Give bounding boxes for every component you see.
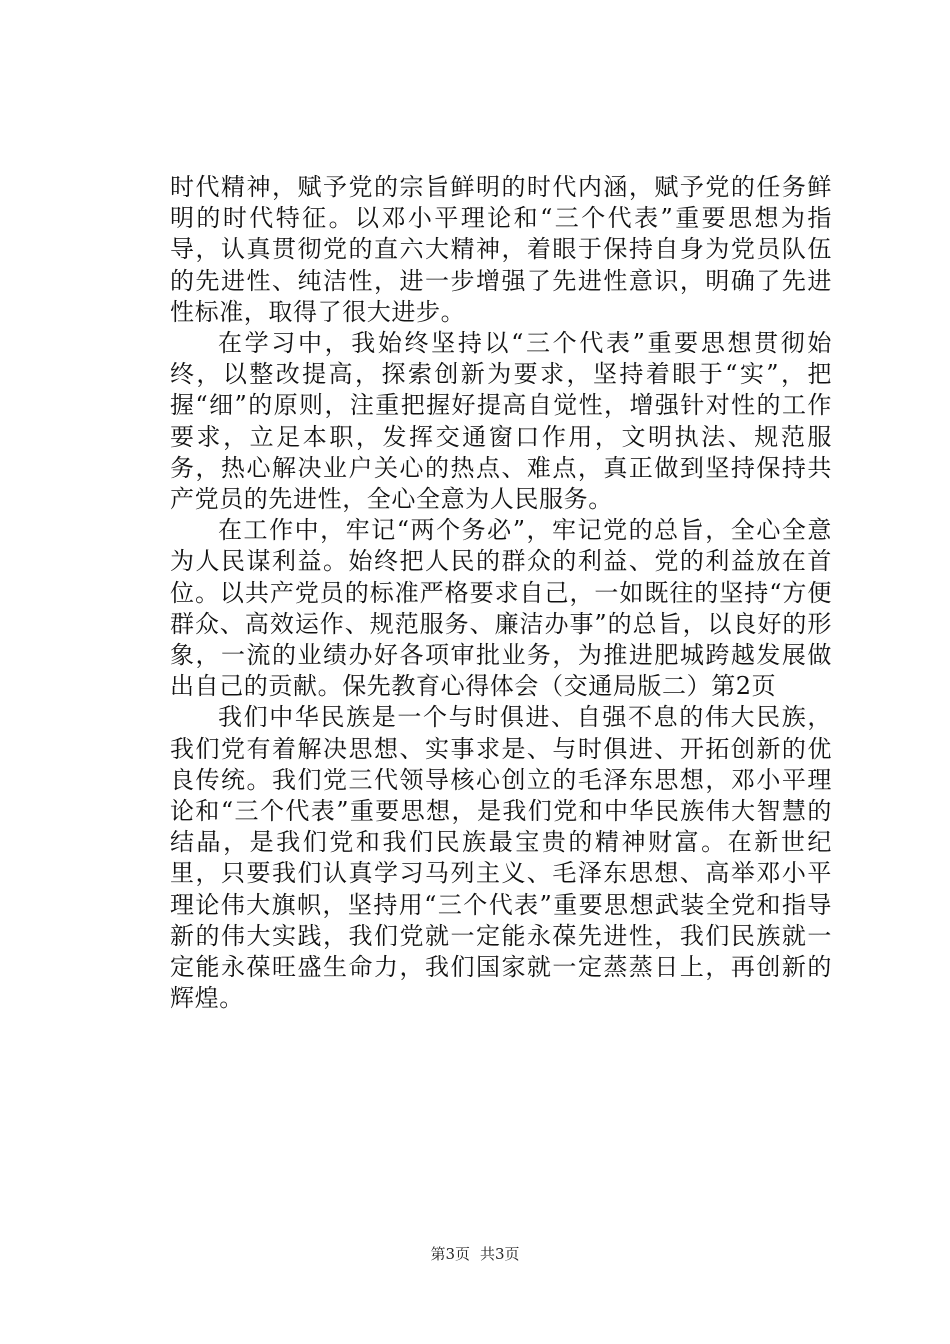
- document-body: [170, 172, 832, 1014]
- paragraph-1: 时代精神，赋予党的宗旨鲜明的时代内涵，赋予党的任务鲜明的时代特征。以邓小平理论和“三个代表”重要思想为指导，认真贯彻党的直六大精神，着眼于保持自身为党员队伍的先进性、纯洁性，进一步增强了先进性意识，明确了先进性标准，取得了很大进步。: [170, 173, 832, 326]
- paragraph-2: 在学习中，我始终坚持以“三个代表”重要思想贯彻始终，以整改提高，探索创新为要求，坚持着眼于“实”，把握“细”的原则，注重把握好提高自觉性，增强针对性的工作要求，立足本职，发挥交通窗口作用，文明执法、规范服务，热心解决业户关心的热点、难点，真正做到坚持保持共产党员的先进性，全心全意为人民服务。: [170, 329, 832, 514]
- paragraph-3: 在工作中，牢记“两个务必”，牢记党的总旨，全心全意为人民谋利益。始终把人民的群众的利益、党的利益放在首位。以共产党员的标准严格要求自己，一如既往的坚持“方便群众、高效运作、规范服务、廉洁办事”的总旨，以良好的形象，一流的业绩办好各项审批业务，为推进肥城跨越发展做出自己的贡献。保先教育心得体会（交通局版二）第2页: [170, 516, 832, 701]
- page-footer: [0, 1244, 950, 1264]
- page-total: 共3页: [480, 1245, 520, 1263]
- paragraph-4: 我们中华民族是一个与时俱进、自强不息的伟大民族，我们党有着解决思想、实事求是、与时俱进、开拓创新的优良传统。我们党三代领导核心创立的毛泽东思想，邓小平理论和“三个代表”重要思想，是我们党和中华民族伟大智慧的结晶，是我们党和我们民族最宝贵的精神财富。在新世纪里，只要我们认真学习马列主义、毛泽东思想、高举邓小平理论伟大旗帜，坚持用“三个代表”重要思想武装全党和指导新的伟大实践，我们党就一定能永葆先进性，我们民族就一定能永葆旺盛生命力，我们国家就一定蒸蒸日上，再创新的辉煌。: [170, 703, 832, 1013]
- page-number: 第3页: [430, 1245, 470, 1263]
